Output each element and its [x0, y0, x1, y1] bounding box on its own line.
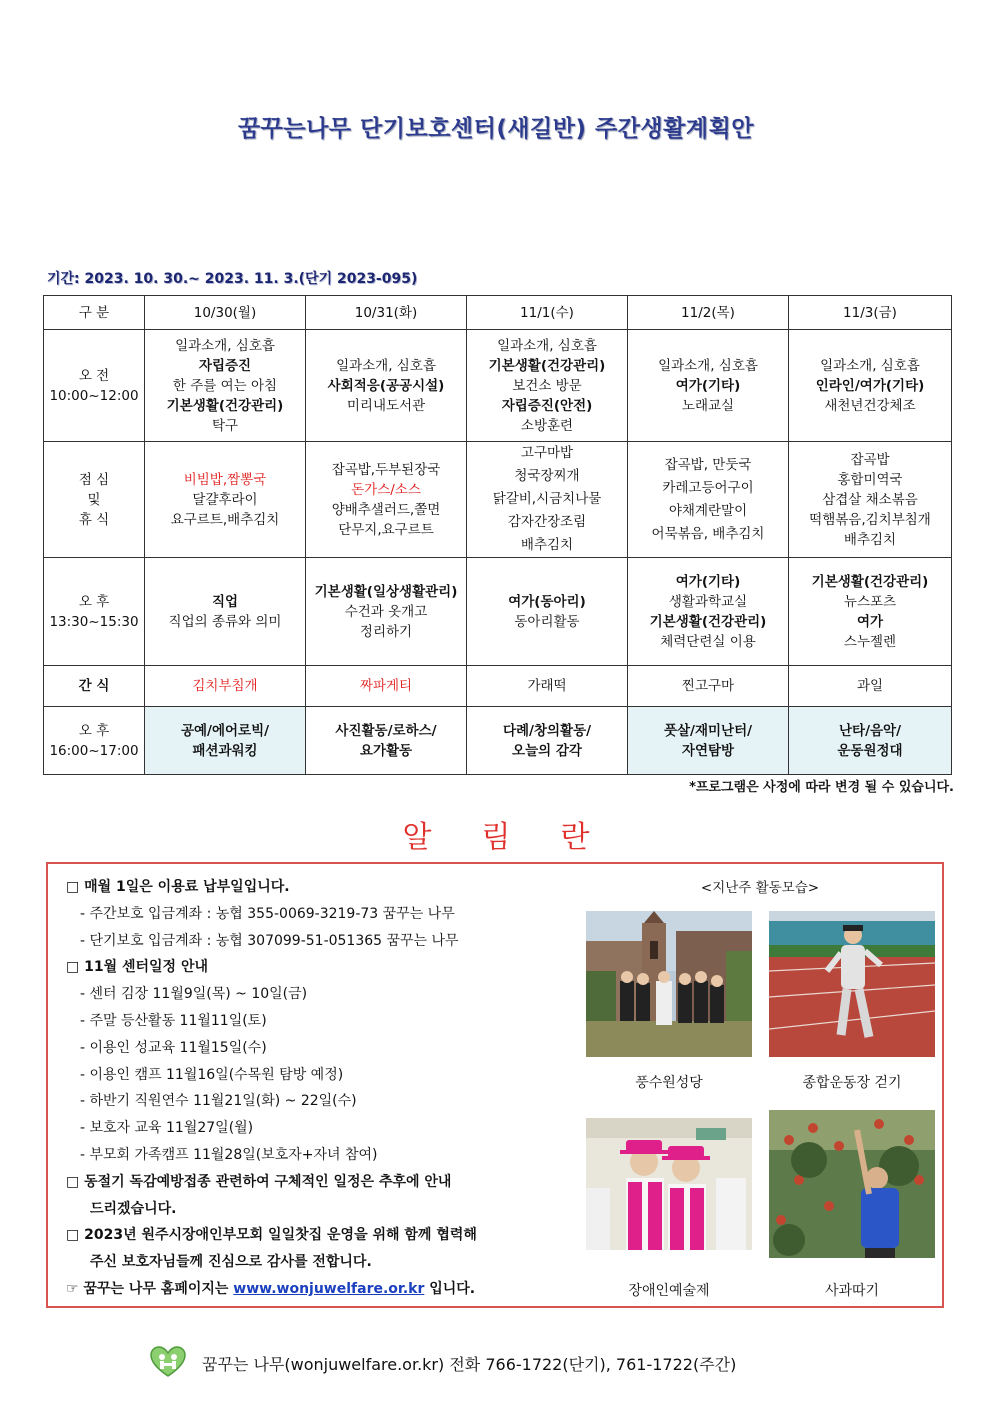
photo-caption: 사과따기	[824, 1283, 880, 1299]
notice-item: □ 2023년 원주시장애인부모회 일일찻집 운영을 위해 함께 협력해	[66, 1227, 477, 1244]
afternoon-cell	[306, 558, 467, 666]
late-cell	[306, 707, 467, 775]
afternoon-cell	[628, 558, 789, 666]
late-cell	[145, 707, 306, 775]
afternoon-cell	[145, 558, 306, 666]
cell-line: 여가	[856, 613, 884, 630]
schedule-note: *프로그램은 사정에 따라 변경 될 수 있습니다.	[689, 780, 954, 795]
notice-item: □ 11월 센터일정 안내	[66, 959, 208, 976]
tree-logo-icon	[150, 1346, 186, 1378]
notice-subitem: - 부모회 가족캠프 11월28일(보호자+자녀 참여)	[80, 1146, 378, 1163]
cell-line: 소방훈련	[520, 417, 574, 434]
cell-line: 기본생활(건강관리)	[166, 397, 284, 414]
cell-line: 떡햄볶음,김치부침개	[809, 511, 931, 528]
lunch-cell	[628, 442, 789, 558]
cell-line: 사진활동/로하스/	[335, 722, 437, 739]
cell-line: 요가활동	[359, 742, 413, 759]
weekly-schedule-table	[43, 295, 952, 775]
row-label: 오 후	[78, 722, 110, 739]
page-title: 꿈꾸는나무 단기보호센터(새길반) 주간생활계획안	[237, 116, 755, 142]
snack-cell: 과일	[789, 666, 952, 707]
snack-cell: 김치부침개	[145, 666, 306, 707]
snack-row	[44, 666, 952, 707]
cell-line: 보건소 방문	[512, 377, 582, 394]
late-afternoon-row	[44, 707, 952, 775]
cell-line: 양배추샐러드,쫄면	[331, 501, 441, 518]
cell-line: 미리내도서관	[346, 397, 426, 414]
cell-line: 자립증진	[198, 357, 252, 374]
lunch-cell	[789, 442, 952, 558]
cell-line: 공예/에어로빅/	[180, 722, 270, 739]
notice-subitem: - 보호자 교육 11월27일(월)	[80, 1120, 254, 1137]
notice-subitem: - 센터 김장 11월9일(목) ~ 10일(금)	[80, 986, 308, 1003]
cell-line: 배추김치	[843, 531, 897, 548]
cell-line: 청국장찌개	[514, 468, 580, 484]
photo-caption: 장애인예술제	[628, 1283, 710, 1299]
photo-track	[769, 911, 935, 1057]
row-time: 13:30~15:30	[49, 613, 139, 630]
row-header-afternoon	[44, 558, 145, 666]
cell-line: 노래교실	[681, 397, 735, 414]
morning-cell	[145, 330, 306, 442]
row-header-lunch	[44, 442, 145, 558]
row-header-morning	[44, 330, 145, 442]
cell-line: 일과소개, 심호흡	[658, 357, 758, 374]
late-cell	[789, 707, 952, 775]
cell-line: 기본생활(건강관리)	[649, 613, 767, 630]
cell-line: 요구르트,배추김치	[170, 511, 280, 528]
notice-list	[66, 874, 566, 1303]
late-cell	[628, 707, 789, 775]
row-header-late	[44, 707, 145, 775]
day-header: 11/1(수)	[467, 296, 628, 330]
photo-caption: 종합운동장 걷기	[802, 1075, 902, 1091]
snack-cell: 가래떡	[467, 666, 628, 707]
row-label: 점 심	[78, 471, 110, 488]
photo-arts-festival	[586, 1118, 752, 1250]
day-header: 10/30(월)	[145, 296, 306, 330]
cathedral-group-image	[586, 911, 752, 1057]
notice-item-continued: 주신 보호자님들께 진심으로 감사를 전합니다.	[90, 1254, 372, 1271]
late-cell	[467, 707, 628, 775]
cell-line: 감자간장조림	[507, 514, 587, 530]
cell-line: 체력단련실 이용	[660, 633, 756, 650]
cell-line: 운동원정대	[837, 742, 903, 759]
row-header-snack: 간 식	[44, 666, 145, 707]
row-time: 10:00~12:00	[49, 387, 139, 404]
cell-line: 야채계란말이	[668, 502, 748, 519]
cell-line: 카레고등어구이	[662, 479, 754, 496]
homepage-text: ☞ 꿈꾸는 나무 홈페이지는	[66, 1280, 234, 1297]
cell-line: 잡곡밥, 만둣국	[664, 456, 752, 473]
cell-line: 달걀후라이	[192, 491, 258, 508]
cell-line: 여가(기타)	[675, 377, 741, 394]
cell-line: 정리하기	[359, 623, 413, 640]
lunch-cell	[145, 442, 306, 558]
notice-subitem: - 주말 등산활동 11월11일(토)	[80, 1012, 267, 1029]
footer-contact: 꿈꾸는 나무(wonjuwelfare.or.kr) 전화 766-1722(단기), 761-1722(주간)	[202, 1355, 737, 1374]
cell-line: 직업의 종류와 의미	[168, 613, 282, 630]
cell-line: 생활과학교실	[668, 593, 748, 610]
plan-period: 기간: 2023. 10. 30.~ 2023. 11. 3.(단기 2023-095)	[47, 271, 418, 287]
cell-line: 단무지,요구르트	[338, 521, 434, 538]
morning-cell	[467, 330, 628, 442]
cell-line: 일과소개, 심호흡	[336, 357, 436, 374]
morning-cell	[628, 330, 789, 442]
cell-line: 여가(기타)	[675, 573, 741, 590]
cell-line: 오늘의 감각	[512, 742, 582, 759]
cell-line: 여가(동아리)	[508, 593, 586, 610]
day-header: 10/31(화)	[306, 296, 467, 330]
photo-apple-picking	[769, 1110, 935, 1258]
snack-cell: 짜파게티	[306, 666, 467, 707]
notice-subitem: - 단기보호 입금계좌 : 농협 307099-51-051365 꿈꾸는 나무	[80, 932, 459, 949]
cell-line: 일과소개, 심호흡	[175, 337, 275, 354]
row-time: 16:00~17:00	[49, 742, 139, 759]
cell-line: 새천년건강체조	[824, 397, 916, 414]
cell-line: 고구마밥	[520, 445, 574, 461]
cell-line: 자립증진(안전)	[501, 397, 593, 414]
notice-item: □ 동절기 독감예방접종 관련하여 구체적인 일정은 추후에 안내	[66, 1173, 452, 1190]
cell-line: 탁구	[211, 417, 239, 434]
notice-item-continued: 드리겠습니다.	[90, 1200, 177, 1217]
cell-line: 일과소개, 심호흡	[497, 337, 597, 354]
cell-line: 비빔밥,짬뽕국	[183, 471, 267, 488]
row-label: 휴 식	[78, 511, 110, 528]
track-walking-image	[769, 911, 935, 1057]
cell-line: 기본생활(건강관리)	[811, 573, 929, 590]
corner-header: 구 분	[44, 296, 145, 330]
footer	[150, 1346, 850, 1380]
cell-line: 직업	[211, 593, 239, 610]
row-label: 오 전	[78, 367, 110, 384]
cell-line: 패션과워킹	[192, 742, 258, 759]
snack-cell: 찐고구마	[628, 666, 789, 707]
lunch-row	[44, 442, 952, 558]
day-header: 11/2(목)	[628, 296, 789, 330]
cell-line: 잡곡밥	[850, 451, 890, 468]
cell-line: 한 주를 여는 아침	[172, 377, 278, 394]
cell-line: 삼겹살 채소볶음	[822, 491, 918, 508]
cell-line: 다례/창의활동/	[502, 722, 592, 739]
cell-line: 자연탐방	[681, 742, 735, 759]
cell-line: 일과소개, 심호흡	[820, 357, 920, 374]
morning-row	[44, 330, 952, 442]
homepage-line	[66, 1276, 566, 1303]
day-header: 11/3(금)	[789, 296, 952, 330]
arts-festival-image	[586, 1118, 752, 1250]
afternoon-cell	[789, 558, 952, 666]
homepage-link[interactable]: www.wonjuwelfare.or.kr	[233, 1280, 425, 1297]
photos-heading: <지난주 활동모습>	[700, 880, 820, 896]
notice-subitem: - 하반기 직원연수 11월21일(화) ~ 22일(수)	[80, 1093, 357, 1110]
notice-subitem: - 이용인 캠프 11월16일(수목원 탐방 예정)	[80, 1066, 344, 1083]
cell-line: 기본생활(건강관리)	[488, 357, 606, 374]
cell-line: 풋살/재미난터/	[663, 722, 753, 739]
notice-subitem: - 주간보호 입금계좌 : 농협 355-0069-3219-73 꿈꾸는 나무	[80, 905, 455, 922]
cell-line: 뉴스포츠	[843, 593, 897, 610]
photo-cathedral	[586, 911, 752, 1057]
cell-line: 난타/음악/	[838, 722, 902, 739]
photo-caption: 풍수원성당	[635, 1075, 703, 1091]
cell-line: 인라인/여가(기타)	[815, 377, 925, 394]
notice-subitem: - 이용인 성교육 11월15일(수)	[80, 1039, 267, 1056]
cell-line: 수건과 옷개고	[344, 603, 428, 620]
notice-heading: 알림란	[402, 820, 640, 855]
cell-line: 스누젤렌	[843, 633, 897, 650]
lunch-cell	[306, 442, 467, 558]
homepage-text-end: 입니다.	[424, 1280, 476, 1297]
morning-cell	[789, 330, 952, 442]
afternoon-row	[44, 558, 952, 666]
cell-line: 어묵볶음, 배추김치	[651, 525, 765, 542]
row-label: 오 후	[78, 593, 110, 610]
cell-line: 동아리활동	[514, 613, 580, 630]
apple-picking-image	[769, 1110, 935, 1258]
lunch-cell	[467, 442, 628, 558]
cell-line: 닭갈비,시금치나물	[492, 491, 602, 507]
morning-cell	[306, 330, 467, 442]
cell-line: 기본생활(일상생활관리)	[314, 583, 458, 600]
afternoon-cell	[467, 558, 628, 666]
cell-line: 사회적응(공공시설)	[327, 377, 445, 394]
cell-line: 배추김치	[520, 537, 574, 553]
notice-item: □ 매월 1일은 이용료 납부일입니다.	[66, 879, 290, 895]
row-label: 및	[87, 491, 101, 508]
cell-line: 홍합미역국	[837, 471, 903, 488]
cell-line: 돈가스/소스	[351, 481, 421, 498]
table-header-row	[44, 296, 952, 330]
cell-line: 잡곡밥,두부된장국	[331, 461, 441, 478]
